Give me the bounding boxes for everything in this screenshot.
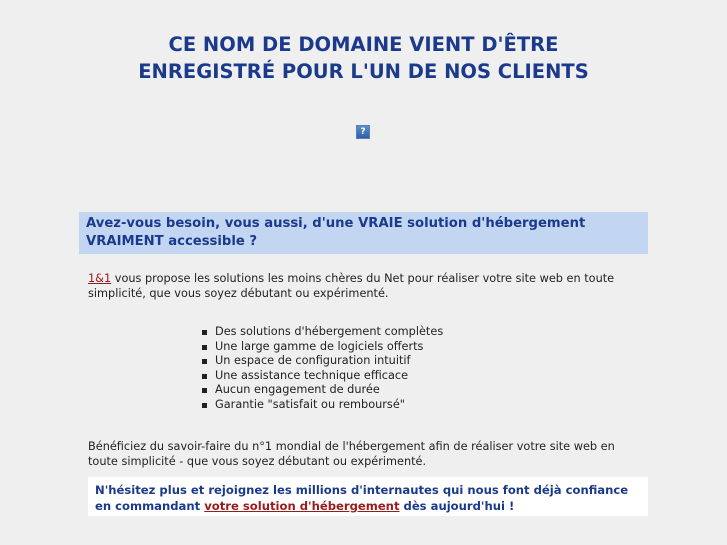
feature-text: Une assistance technique efficace [215,368,409,382]
help-icon-glyph: ? [360,127,366,137]
question-line-1: Avez-vous besoin, vous aussi, d'une VRAIE solution d'hébergement [86,216,586,231]
intro-text: vous propose les solutions les moins chères du Net pour réaliser votre site web en toute simplicité, que vous soyez débutant ou expérimenté. [88,272,615,300]
bullet-icon [202,330,207,335]
list-item [200,398,443,413]
bullet-icon [202,374,207,379]
hosting-solution-link[interactable]: votre solution d'hébergement [204,499,400,513]
feature-text: Un espace de configuration intuitif [215,354,411,367]
bullet-icon [202,359,207,364]
list-item [200,383,443,398]
list-item [200,369,443,384]
bullet-icon [202,388,207,393]
features-list [200,325,443,412]
feature-text: Aucun engagement de durée [215,383,380,396]
list-item [200,354,443,369]
outro-paragraph [88,439,648,469]
cta-text: N'hésitez plus et rejoignez les millions d'internautes qui nous font déjà confiance en commandant [95,483,629,513]
page-title-line-2: ENREGISTRÉ POUR L'UN DE NOS CLIENTS [138,60,589,83]
intro-paragraph [88,271,648,301]
question-banner [79,212,648,254]
call-to-action-box [88,477,648,516]
feature-text: Des solutions d'hébergement complètes [215,325,444,338]
list-item [200,325,443,340]
outro-text: Bénéficiez du savoir-faire du n°1 mondial de l'hébergement afin de réaliser votre site web en toute simplicité - que vous soyez débutant ou expérimenté. [88,440,615,468]
page-title [0,31,727,85]
help-icon[interactable] [356,125,370,139]
bullet-icon [202,345,207,350]
list-item [200,340,443,355]
feature-text: Une large gamme de logiciels offerts [215,339,424,353]
page-title-line-1: CE NOM DE DOMAINE VIENT D'ÊTRE [168,33,559,56]
feature-text: Garantie "satisfait ou remboursé" [215,397,405,411]
question-line-2: VRAIMENT accessible ? [86,234,258,249]
bullet-icon [202,403,207,408]
cta-text-end: dès aujourd'hui ! [399,499,515,513]
provider-link[interactable]: 1&1 [88,272,112,285]
